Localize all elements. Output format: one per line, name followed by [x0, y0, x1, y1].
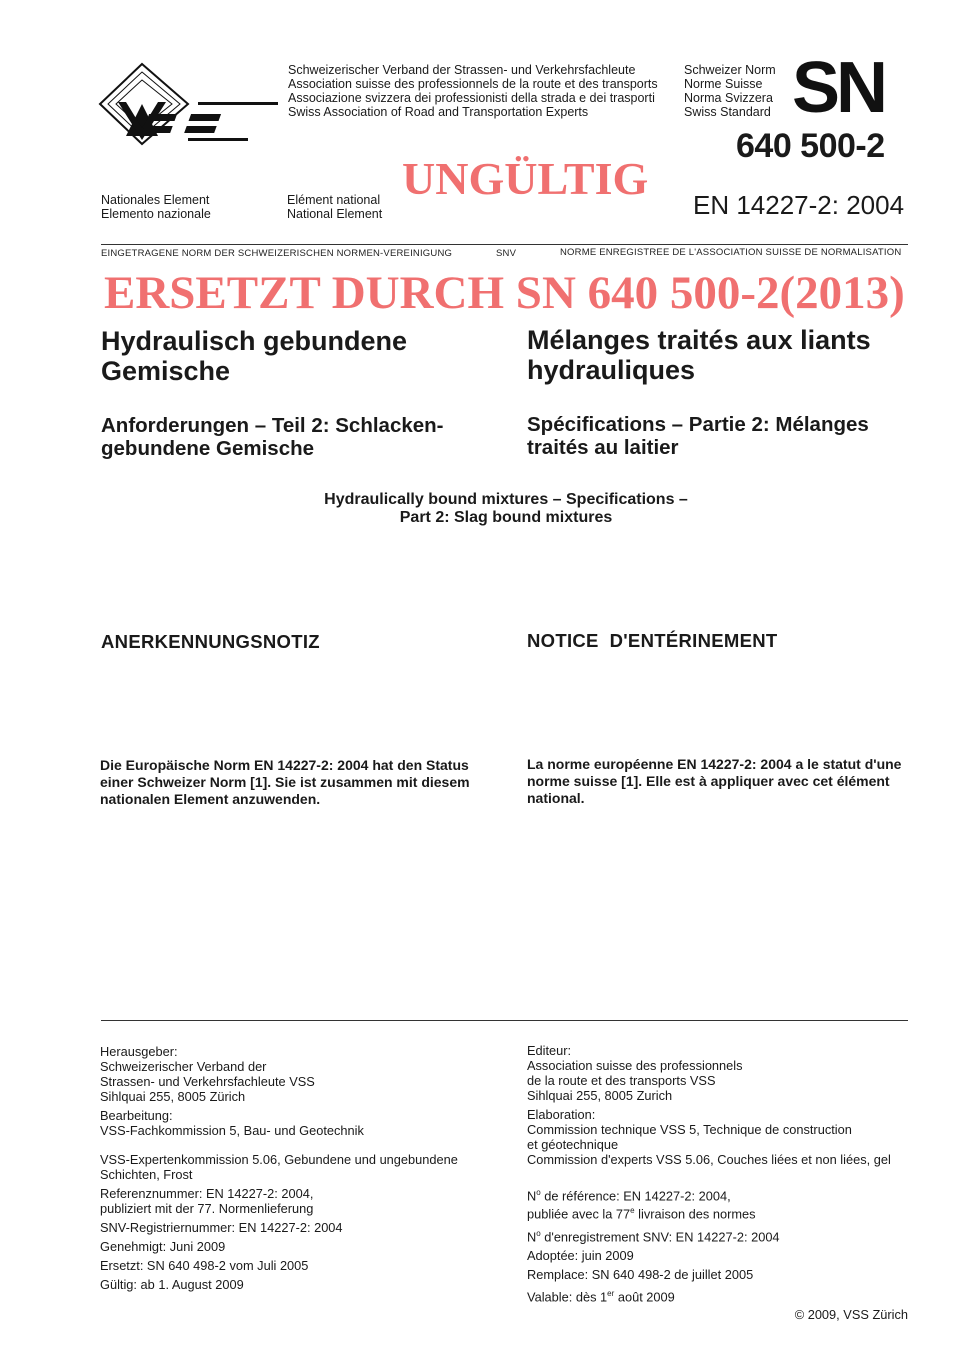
- en-number: EN 14227-2: 2004: [693, 190, 905, 220]
- title-en-line: Hydraulically bound mixtures – Specifications –: [324, 491, 688, 508]
- registration-rule: [101, 244, 908, 245]
- notice-text-fr: [527, 756, 901, 807]
- notice-line: national.: [527, 790, 585, 806]
- footer-line: [527, 1203, 891, 1221]
- footer-text: août 2009: [614, 1289, 675, 1305]
- footer-line: Elaboration:: [527, 1107, 596, 1122]
- footer-text: livraison des normes: [634, 1206, 756, 1222]
- norm-label: Swiss Standard: [684, 105, 771, 119]
- element-line: National Element: [287, 207, 383, 221]
- notice-line: nationalen Element anzuwenden.: [100, 791, 321, 807]
- footer-line: Schweizerischer Verband der: [100, 1059, 267, 1074]
- footer-de: [100, 1044, 458, 1292]
- norm-labels: [684, 63, 776, 119]
- title-en-line: Part 2: Slag bound mixtures: [399, 509, 613, 526]
- footer-text: de référence: EN 14227-2: 2004,: [540, 1188, 731, 1204]
- notice-line: norme suisse [1]. Elle est à appliquer avec cet élément: [527, 773, 890, 789]
- footer-line: Adoptée: juin 2009: [527, 1247, 634, 1263]
- footer-sup: o: [536, 1228, 541, 1238]
- footer-line: Bearbeitung:: [100, 1108, 173, 1123]
- title-line: Mélanges traités aux liants: [527, 325, 871, 355]
- subtitle-de: [101, 414, 444, 460]
- footer-sup: er: [607, 1288, 615, 1298]
- footer-line: Herausgeber:: [100, 1044, 178, 1059]
- footer-line: Commission d'experts VSS 5.06, Couches liées et non liées, gel: [527, 1152, 891, 1167]
- footer-line: VSS-Expertenkommission 5.06, Gebundene und ungebundene: [100, 1152, 458, 1167]
- notice-heading-de: ANERKENNUNGSNOTIZ: [101, 631, 320, 652]
- footer-line: [527, 1226, 891, 1244]
- footer-sup: e: [630, 1206, 635, 1216]
- footer-line: Remplace: SN 640 498-2 de juillet 2005: [527, 1266, 754, 1282]
- footer-line: Commission technique VSS 5, Technique de construction: [527, 1122, 852, 1137]
- subtitle-line: traités au laitier: [527, 436, 679, 459]
- footer-fr: [527, 1043, 891, 1304]
- footer-line: Association suisse des professionnels: [527, 1058, 743, 1073]
- footer-line: Ersetzt: SN 640 498-2 vom Juli 2005: [100, 1258, 309, 1273]
- footer-line: SNV-Registriernummer: EN 14227-2: 2004: [100, 1220, 343, 1235]
- element-line: Nationales Element: [101, 193, 210, 207]
- element-line: Elemento nazionale: [101, 207, 211, 221]
- footer-line: Referenznummer: EN 14227-2: 2004,: [100, 1186, 314, 1201]
- subtitle-line: Anforderungen – Teil 2: Schlacken-: [101, 414, 444, 437]
- notice-line: Die Europäische Norm EN 14227-2: 2004 hat den Status: [100, 757, 469, 773]
- title-line: Gemische: [101, 356, 231, 386]
- footer-text: Valable: dès 1: [527, 1289, 608, 1305]
- norm-label: Schweizer Norm: [684, 63, 776, 77]
- norm-label: Norma Svizzera: [684, 91, 773, 105]
- title-de: [101, 326, 407, 386]
- subtitle-line: Spécifications – Partie 2: Mélanges: [527, 413, 869, 436]
- notice-line: einer Schweizer Norm [1]. Sie ist zusammen mit diesem: [100, 774, 470, 790]
- footer-line: [527, 1185, 891, 1203]
- footer-line: Schichten, Frost: [100, 1167, 193, 1182]
- footer-rule: [101, 1020, 908, 1021]
- title-line: Hydraulisch gebundene: [101, 326, 408, 356]
- footer-line: Sihlquai 255, 8005 Zurich: [527, 1088, 673, 1103]
- footer-sup: o: [536, 1188, 541, 1197]
- title-line: hydrauliques: [527, 355, 696, 385]
- copyright: © 2009, VSS Zürich: [794, 1307, 908, 1322]
- element-label-de: [101, 193, 211, 221]
- footer-line: [527, 1286, 891, 1304]
- association-line: Schweizerischer Verband der Strassen- und Verkehrsfachleute: [288, 63, 636, 77]
- notice-line: La norme européenne EN 14227-2: 2004 a le statut d'une: [527, 756, 902, 772]
- footer-line: Editeur:: [527, 1043, 572, 1058]
- title-en: [256, 491, 756, 527]
- registration-left: EINGETRAGENE NORM DER SCHWEIZERISCHEN NORMEN-VEREINIGUNG: [101, 248, 453, 259]
- footer-line: Sihlquai 255, 8005 Zürich: [100, 1089, 246, 1104]
- element-label-fr: [287, 193, 382, 221]
- footer-text: N: [527, 1188, 537, 1204]
- element-line: Elément national: [287, 193, 381, 207]
- footer-line: Genehmigt: Juni 2009: [100, 1239, 226, 1254]
- registration-right: NORME ENREGISTREE DE L'ASSOCIATION SUISSE DE NORMALISATION: [560, 247, 902, 258]
- subtitle-line: gebundene Gemische: [101, 437, 315, 460]
- association-line: Swiss Association of Road and Transportation Experts: [288, 105, 589, 119]
- footer-line: publiziert mit der 77. Normenlieferung: [100, 1201, 314, 1216]
- vss-logo: [98, 62, 280, 146]
- notice-heading-fr: NOTICE D'ENTÉRINEMENT: [527, 630, 778, 651]
- association-line: Associazione svizzera dei professionisti della strada e dei trasporti: [288, 91, 655, 105]
- footer-line: et géotechnique: [527, 1137, 619, 1152]
- footer-line: VSS-Fachkommission 5, Bau- und Geotechnik: [100, 1123, 364, 1138]
- registration-middle: SNV: [496, 248, 517, 259]
- notice-text-de: [100, 757, 470, 808]
- footer-text: d'enregistrement SNV: EN 14227-2: 2004: [540, 1228, 780, 1244]
- sn-logo: SN: [792, 48, 885, 128]
- footer-line: Gültig: ab 1. August 2009: [100, 1277, 244, 1292]
- document-number: 640 500-2: [736, 127, 885, 165]
- association-names: [288, 63, 658, 119]
- association-line: Association suisse des professionnels de la route et des transports: [288, 77, 658, 91]
- invalid-stamp: UNGÜLTIG: [402, 153, 649, 204]
- norm-label: Norme Suisse: [684, 77, 763, 91]
- replaced-stamp: ERSETZT DURCH SN 640 500-2(2013): [104, 267, 905, 319]
- footer-text: N: [527, 1228, 537, 1244]
- footer-line: Strassen- und Verkehrsfachleute VSS: [100, 1074, 315, 1089]
- title-fr: [527, 325, 871, 385]
- subtitle-fr: [527, 413, 869, 459]
- footer-text: publiée avec la 77: [527, 1206, 631, 1222]
- footer-line: de la route et des transports VSS: [527, 1073, 716, 1088]
